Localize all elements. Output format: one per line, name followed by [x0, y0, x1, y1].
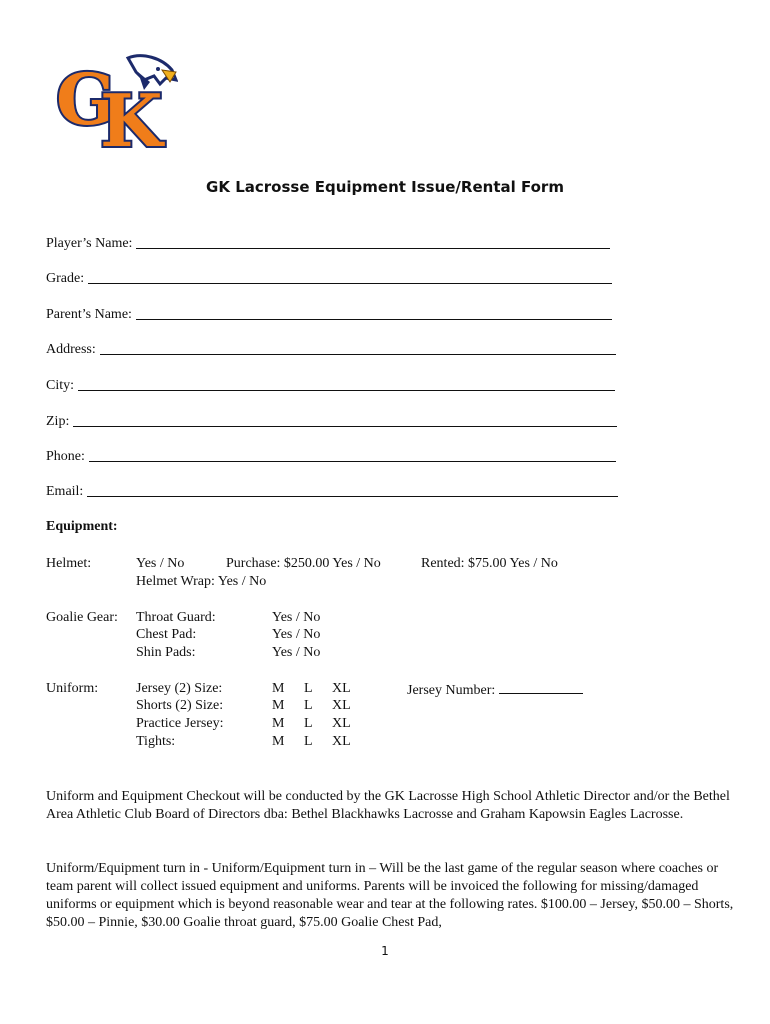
- helmet-label: Helmet:: [46, 556, 92, 571]
- parent-name-field[interactable]: [46, 305, 612, 323]
- parent-name-line[interactable]: [136, 319, 612, 320]
- shorts-size-label: Shorts (2) Size:: [136, 698, 224, 713]
- city-field[interactable]: [46, 376, 615, 394]
- tights-l[interactable]: L: [304, 734, 313, 749]
- address-label: Address:: [46, 342, 96, 357]
- address-line[interactable]: [100, 354, 616, 355]
- equipment-heading: Equipment:: [46, 519, 118, 534]
- turn-in-paragraph: Uniform/Equipment turn in - Uniform/Equipment turn in – Will be the last game of the regular season where coaches or team parent will collect issued equipment and uniforms. Parents will be invoiced the following for missing/damaged uniforms or equipment which is beyond reasonable wear and tear at the following rates. $100.00 – Jersey, $50.00 – Shorts, $50.00 – Pinnie, $30.00 Goalie throat guard, $75.00 Goalie Chest Pad,: [46, 861, 734, 930]
- helmet-yes-no[interactable]: Yes / No: [136, 556, 185, 571]
- form-title: GK Lacrosse Equipment Issue/Rental Form: [206, 178, 564, 196]
- phone-label: Phone:: [46, 449, 85, 464]
- checkout-paragraph: Uniform and Equipment Checkout will be conducted by the GK Lacrosse High School Athletic Director and/or the Bethel Area Athletic Club Board of Directors dba: Bethel Blackhawks Lacrosse and Graham Kapowsin Eagles Lacrosse.: [46, 789, 730, 822]
- practice-jersey-l[interactable]: L: [304, 716, 313, 731]
- tights-m[interactable]: M: [272, 734, 285, 749]
- jersey-number-line[interactable]: [499, 681, 583, 694]
- player-name-field[interactable]: [46, 234, 610, 252]
- svg-text:K: K: [100, 78, 163, 150]
- phone-field[interactable]: [46, 447, 616, 465]
- email-line[interactable]: [87, 496, 618, 497]
- parent-name-label: Parent’s Name:: [46, 307, 132, 322]
- svg-text:G: G: [56, 58, 116, 141]
- helmet-purchase[interactable]: Purchase: $250.00 Yes / No: [226, 556, 381, 571]
- jersey-size-xl[interactable]: XL: [332, 681, 351, 696]
- jersey-number-label: Jersey Number:: [407, 683, 496, 698]
- shin-pads-yes-no[interactable]: Yes / No: [272, 645, 321, 660]
- email-field[interactable]: [46, 482, 618, 500]
- practice-jersey-label: Practice Jersey:: [136, 716, 224, 731]
- practice-jersey-m[interactable]: M: [272, 716, 285, 731]
- player-name-line[interactable]: [136, 248, 610, 249]
- jersey-size-l[interactable]: L: [304, 681, 313, 696]
- chest-pad-yes-no[interactable]: Yes / No: [272, 627, 321, 642]
- grade-field[interactable]: [46, 269, 612, 287]
- throat-guard-yes-no[interactable]: Yes / No: [272, 610, 321, 625]
- page-number: 1: [381, 944, 389, 958]
- jersey-size-m[interactable]: M: [272, 681, 285, 696]
- zip-field[interactable]: [46, 412, 617, 430]
- gk-eagle-logo: [50, 50, 178, 150]
- player-name-label: Player’s Name:: [46, 236, 133, 251]
- address-field[interactable]: [46, 340, 616, 358]
- shorts-size-l[interactable]: L: [304, 698, 313, 713]
- jersey-number-field[interactable]: [407, 681, 583, 699]
- tights-xl[interactable]: XL: [332, 734, 351, 749]
- throat-guard-label: Throat Guard:: [136, 610, 216, 625]
- zip-label: Zip:: [46, 414, 70, 429]
- shorts-size-m[interactable]: M: [272, 698, 285, 713]
- chest-pad-label: Chest Pad:: [136, 627, 197, 642]
- grade-line[interactable]: [88, 283, 612, 284]
- goalie-gear-label: Goalie Gear:: [46, 610, 118, 625]
- grade-label: Grade:: [46, 271, 85, 286]
- jersey-size-label: Jersey (2) Size:: [136, 681, 223, 696]
- uniform-label: Uniform:: [46, 681, 99, 696]
- phone-line[interactable]: [89, 461, 616, 462]
- practice-jersey-xl[interactable]: XL: [332, 716, 351, 731]
- tights-label: Tights:: [136, 734, 176, 749]
- city-line[interactable]: [78, 390, 615, 391]
- email-label: Email:: [46, 484, 84, 499]
- helmet-wrap[interactable]: Helmet Wrap: Yes / No: [136, 574, 267, 589]
- city-label: City:: [46, 378, 75, 393]
- helmet-rented[interactable]: Rented: $75.00 Yes / No: [421, 556, 558, 571]
- zip-line[interactable]: [73, 426, 617, 427]
- shorts-size-xl[interactable]: XL: [332, 698, 351, 713]
- shin-pads-label: Shin Pads:: [136, 645, 196, 660]
